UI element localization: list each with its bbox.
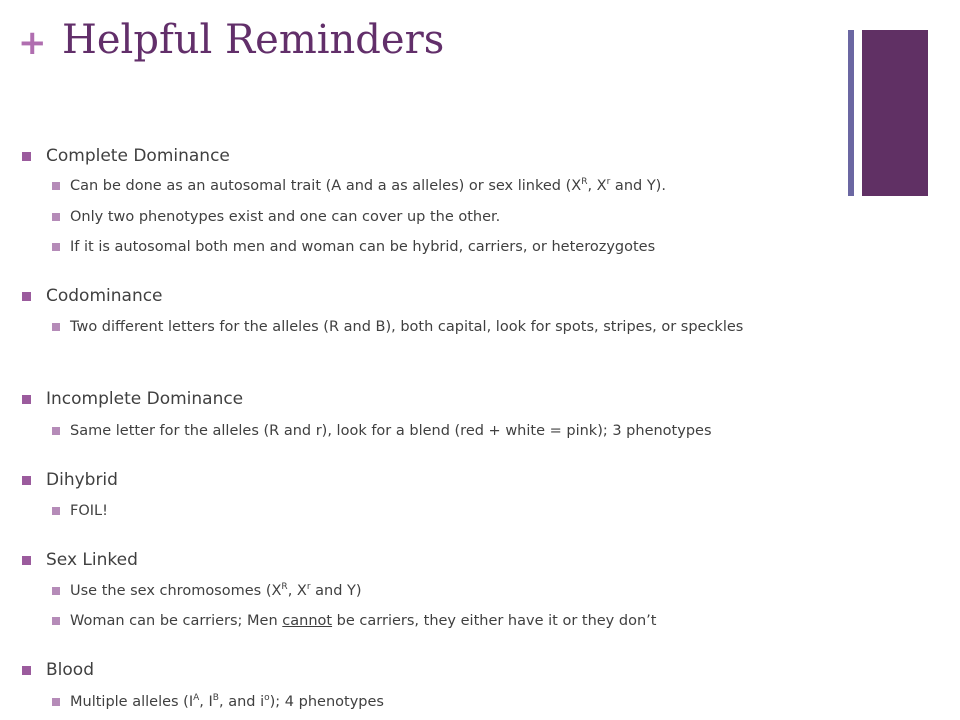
text-run: Woman can be carriers; Men xyxy=(70,613,283,629)
text-run: , X xyxy=(287,583,307,599)
sub-bullet-text xyxy=(70,237,655,257)
slide-title: Helpful Reminders xyxy=(62,17,445,63)
sub-bullet-text xyxy=(70,176,666,196)
text-run: Multiple alleles (I xyxy=(70,694,194,710)
bullet-square-icon xyxy=(22,556,31,565)
text-run: Same letter for the alleles (R and r), look for a blend (red + white = pink); 3 phenotypes xyxy=(70,423,712,439)
text-run: , I xyxy=(199,694,213,710)
text-run: Use the sex chromosomes (X xyxy=(70,583,282,599)
sub-bullet-square-icon xyxy=(52,182,60,190)
text-run: Two different letters for the alleles (R and B), both capital, look for spots, stripes, or speckles xyxy=(70,319,744,335)
sub-bullet-text xyxy=(70,692,384,712)
text-run: If it is autosomal both men and woman can be hybrid, carriers, or heterozygotes xyxy=(70,239,656,255)
text-run: , and i xyxy=(218,694,265,710)
bullet-square-icon xyxy=(22,395,31,404)
text-run: be carriers, they either have it or they don’t xyxy=(332,613,657,629)
text-run: Only two phenotypes exist and one can cover up the other. xyxy=(70,209,501,225)
superscript: R xyxy=(581,177,588,187)
sub-bullet-text xyxy=(70,421,712,441)
sub-bullet-square-icon xyxy=(52,507,60,515)
section-heading: Complete Dominance xyxy=(46,146,230,166)
sub-bullet-square-icon xyxy=(52,323,60,331)
section-heading: Codominance xyxy=(46,286,163,306)
bullet-square-icon xyxy=(22,476,31,485)
superscript: o xyxy=(264,693,270,703)
sub-bullet-square-icon xyxy=(52,698,60,706)
section-heading: Dihybrid xyxy=(46,470,118,490)
sub-bullet-square-icon xyxy=(52,243,60,251)
sub-bullet-square-icon xyxy=(52,587,60,595)
text-run: and Y). xyxy=(610,178,666,194)
sub-bullet-text xyxy=(70,581,362,601)
text-run: Can be done as an autosomal trait (A and a as alleles) or sex linked (X xyxy=(70,178,582,194)
superscript: r xyxy=(606,177,611,187)
sub-bullet-square-icon xyxy=(52,427,60,435)
text-run: FOIL! xyxy=(70,503,108,519)
section-heading: Blood xyxy=(46,660,94,680)
text-run: , X xyxy=(587,178,607,194)
superscript: A xyxy=(193,693,200,703)
plus-icon: + xyxy=(18,23,47,63)
underlined-text: cannot xyxy=(282,613,333,629)
bullet-square-icon xyxy=(22,666,31,675)
text-run: ); 4 phenotypes xyxy=(269,694,384,710)
text-run: and Y) xyxy=(310,583,362,599)
sub-bullet-text xyxy=(70,611,656,631)
superscript: R xyxy=(281,582,288,592)
section-heading: Incomplete Dominance xyxy=(46,389,244,409)
bullet-square-icon xyxy=(22,152,31,161)
sub-bullet-text xyxy=(70,207,500,227)
sub-bullet-square-icon xyxy=(52,617,60,625)
bullet-square-icon xyxy=(22,292,31,301)
sub-bullet-square-icon xyxy=(52,213,60,221)
sub-bullet-text xyxy=(70,317,850,337)
section-heading: Sex Linked xyxy=(46,550,138,570)
superscript: B xyxy=(212,693,219,703)
superscript: r xyxy=(306,582,311,592)
sub-bullet-text xyxy=(70,501,108,521)
